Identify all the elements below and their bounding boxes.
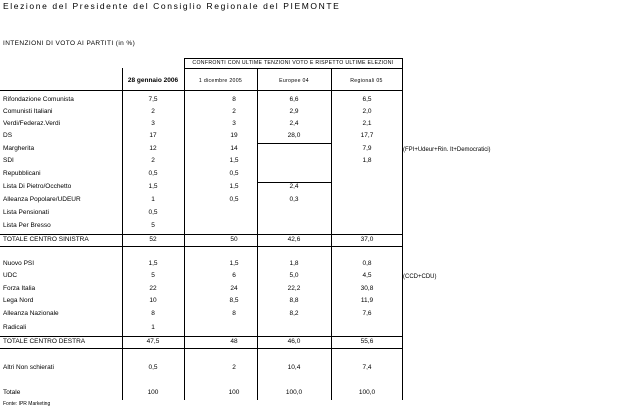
table-cell: 2,9: [289, 108, 299, 115]
table-cell: 5,0: [289, 272, 299, 279]
table-rule: [0, 246, 402, 247]
table-cell: 2,0: [362, 108, 372, 115]
table-cell: 1,5: [229, 183, 239, 190]
table-cell: 0,5: [148, 209, 158, 216]
row-label: Radicali: [3, 324, 27, 331]
table-cell: 8: [151, 310, 155, 317]
table-cell: 14: [230, 145, 238, 152]
table-cell: 0,8: [362, 260, 372, 267]
table-cell: 28,0: [287, 132, 301, 139]
table-cell: 100: [147, 389, 159, 396]
table-cell: 50: [230, 236, 238, 243]
table-cell: 5: [151, 272, 155, 279]
row-label: Lega Nord: [3, 297, 34, 304]
table-cell: 19: [230, 132, 238, 139]
udc-note: (CCD+CDU): [403, 274, 437, 280]
table-rule: [184, 68, 402, 69]
table-cell: 17,7: [360, 132, 374, 139]
row-label: Forza Italia: [3, 285, 36, 292]
table-cell: 46,0: [287, 338, 301, 345]
table-cell: 2: [232, 108, 236, 115]
row-label: SDI: [3, 157, 14, 164]
table-cell: 8,5: [229, 297, 239, 304]
table-cell: 2,1: [362, 120, 372, 127]
table-cell: 1: [151, 196, 155, 203]
table-cell: 52: [149, 236, 157, 243]
table-rule: [0, 348, 402, 349]
row-label: Alleanza Nazionale: [3, 310, 59, 317]
table-cell: 4,5: [362, 272, 372, 279]
table-cell: 8: [232, 310, 236, 317]
table-column-rule: [184, 58, 185, 400]
table-cell: 48: [230, 338, 238, 345]
table-cell: 3: [232, 120, 236, 127]
table-cell: 47,5: [146, 338, 160, 345]
source-note: Fonte: IPR Marketing: [3, 401, 51, 407]
table-rule: [0, 234, 402, 235]
table-cell: 1,5: [229, 157, 239, 164]
row-label: Altri Non schierati: [3, 364, 54, 371]
column-header: Europee 04: [279, 78, 309, 84]
table-rule: [0, 90, 402, 91]
table-cell: 100,0: [285, 389, 303, 396]
table-cell: 2,4: [289, 183, 299, 190]
page-title: Elezione del Presidente del Consiglio Regionale del PIEMONTE: [3, 1, 341, 11]
table-cell: 8: [232, 96, 236, 103]
row-label: Lista Per Bresso: [3, 222, 51, 229]
table-subtitle: INTENZIONI DI VOTO AI PARTITI (in %): [3, 40, 136, 47]
table-column-rule: [257, 68, 258, 400]
table-cell: 7,9: [362, 145, 372, 152]
table-cell: 10,4: [287, 364, 301, 371]
row-label: Lista Pensionati: [3, 209, 49, 216]
group-header: CONFRONTI CON ULTIME TENZIONI VOTO E RISPETTO ULTIME ELEZIONI: [192, 60, 394, 66]
table-cell: 2: [151, 157, 155, 164]
row-label: Nuovo PSI: [3, 260, 35, 267]
margherita-note: (FPI+Udeur+Rin. It+Democratici): [403, 147, 491, 153]
table-cell: 7,5: [148, 96, 158, 103]
column-header: 28 gennaio 2006: [127, 77, 179, 84]
table-cell: 1,5: [229, 260, 239, 267]
table-cell: 1,5: [148, 183, 158, 190]
table-cell: 7,6: [362, 310, 372, 317]
table-cell: 1,5: [148, 260, 158, 267]
table-cell: 10: [149, 297, 157, 304]
table-cell: 0,5: [229, 196, 239, 203]
table-cell: 2,4: [289, 120, 299, 127]
row-label: DS: [3, 132, 13, 139]
table-column-rule: [331, 68, 332, 400]
table-cell: 1,8: [289, 260, 299, 267]
row-label: Verdi/Federaz.Verdi: [3, 120, 61, 127]
table-cell: 1: [151, 324, 155, 331]
table-cell: 0,3: [289, 196, 299, 203]
table-cell: 30,8: [360, 285, 374, 292]
table-cell: 12: [149, 145, 157, 152]
table-cell: 37,0: [360, 236, 374, 243]
table-cell: 2: [151, 108, 155, 115]
row-label: TOTALE CENTRO DESTRA: [3, 338, 86, 345]
row-label: UDC: [3, 272, 18, 279]
table-cell: 100: [228, 389, 240, 396]
table-cell: 0,5: [148, 170, 158, 177]
table-cell: 3: [151, 120, 155, 127]
table-cell: 55,6: [360, 338, 374, 345]
table-cell: 17: [149, 132, 157, 139]
row-label: TOTALE CENTRO SINISTRA: [3, 236, 89, 243]
table-cell: 6,5: [362, 96, 372, 103]
table-cell: 100,0: [358, 389, 376, 396]
table-cell: 2: [232, 364, 236, 371]
row-label: Margherita: [3, 145, 35, 152]
table-cell: 8,8: [289, 297, 299, 304]
table-cell: 6,6: [289, 96, 299, 103]
column-header: 1 dicembre 2005: [198, 78, 243, 84]
table-cell: 42,6: [287, 236, 301, 243]
table-cell: 24: [230, 285, 238, 292]
table-cell: 0,5: [148, 364, 158, 371]
table-cell: 6: [232, 272, 236, 279]
row-label: Totale: [3, 389, 21, 396]
row-label: Lista Di Pietro/Occhetto: [3, 183, 72, 190]
table-cell: 8,2: [289, 310, 299, 317]
table-column-rule: [402, 58, 403, 400]
row-label: Comunisti Italiani: [3, 108, 53, 115]
table-rule: [257, 143, 331, 144]
row-label: Alleanza Popolare/UDEUR: [3, 196, 81, 203]
table-cell: 1,8: [362, 157, 372, 164]
table-rule: [0, 336, 402, 337]
table-cell: 22: [149, 285, 157, 292]
column-header: Regionali 05: [350, 78, 383, 84]
table-cell: 7,4: [362, 364, 372, 371]
table-cell: 22,2: [287, 285, 301, 292]
row-label: Rifondazione Comunista: [3, 96, 74, 103]
table-column-rule: [122, 68, 123, 400]
table-cell: 5: [151, 222, 155, 229]
table-cell: 11,9: [360, 297, 374, 304]
table-cell: 0,5: [229, 170, 239, 177]
row-label: Repubblicani: [3, 170, 41, 177]
